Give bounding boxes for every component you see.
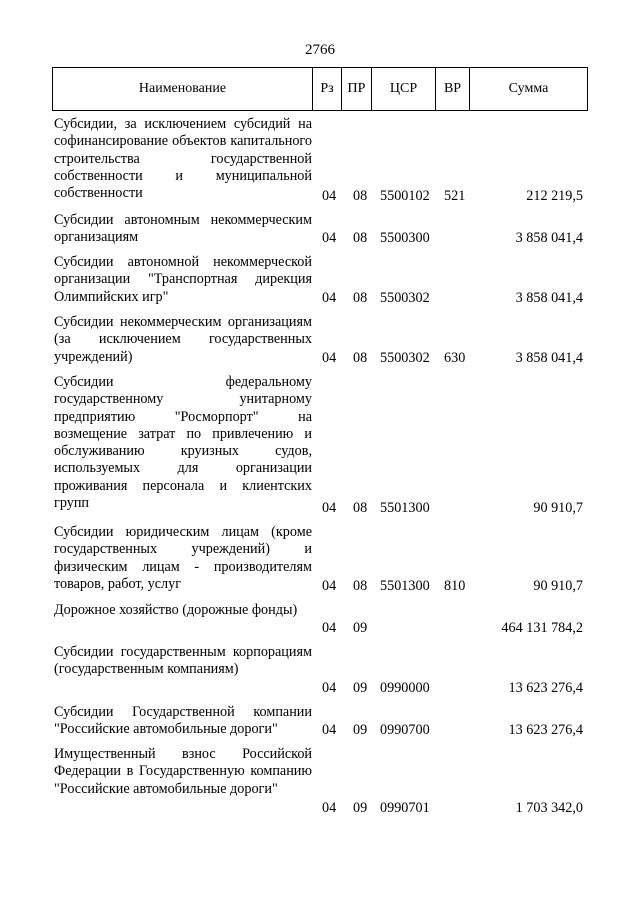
row-name: Субсидии автономной некоммерческой организации "Транспортная дирекция Олимпийских игр" [54,254,312,305]
row-name: Дорожное хозяйство (дорожные фонды) [54,602,298,618]
table-row [52,644,587,697]
row-pr: 09 [353,721,368,738]
row-name: Субсидии юридическим лицам (кроме государственных учреждений) и физическим лицам - производителям товаров, работ, услуг [54,524,312,592]
table-row [52,374,587,517]
row-rz: 04 [322,349,337,366]
row-sum: 212 219,5 [526,187,583,204]
row-vr: 810 [444,577,466,594]
row-csr: 0990000 [380,679,430,696]
row-sum: 3 858 041,4 [515,289,583,306]
row-csr: 5500302 [380,349,430,366]
page-number: 2766 [305,42,335,58]
header-sum: Сумма [470,68,588,111]
row-pr: 08 [353,289,368,306]
row-rz: 04 [322,619,337,636]
row-pr: 08 [353,349,368,366]
row-csr: 5500102 [380,187,430,204]
row-sum: 13 623 276,4 [508,721,583,738]
row-name: Субсидии федеральному государственному унитарному предприятию "Росморпорт" на возмещение затрат по привлечению и обслуживанию круизных судов, используемых для организации проживания персонала и клиентских групп [54,374,312,512]
row-sum: 13 623 276,4 [508,679,583,696]
row-rz: 04 [322,799,337,816]
row-sum: 90 910,7 [533,577,583,594]
table-row [52,746,587,817]
table-row [52,254,587,307]
row-csr: 0990700 [380,721,430,738]
table-row [52,212,587,247]
header-pr: ПР [342,68,372,111]
row-sum: 1 703 342,0 [515,799,583,816]
table-row [52,602,587,637]
table-row [52,704,587,739]
row-rz: 04 [322,721,337,738]
row-sum: 3 858 041,4 [515,349,583,366]
row-rz: 04 [322,577,337,594]
table-row [52,524,587,595]
header-name: Наименование [53,68,313,111]
row-pr: 08 [353,229,368,246]
header-vr: ВР [436,68,470,111]
row-vr: 521 [444,187,466,204]
row-name: Субсидии государственным корпорациям (государственным компаниям) [54,644,312,678]
row-rz: 04 [322,187,337,204]
row-name: Субсидии автономным некоммерческим организациям [54,212,312,246]
row-name: Субсидии, за исключением субсидий на софинансирование объектов капитального строительства государственной собственности и муниципальной собственности [54,116,312,202]
row-rz: 04 [322,679,337,696]
row-pr: 09 [353,799,368,816]
header-rz: Рз [313,68,342,111]
table-row [52,314,587,367]
row-pr: 08 [353,187,368,204]
row-rz: 04 [322,289,337,306]
row-csr: 5501300 [380,577,430,594]
row-pr: 08 [353,499,368,516]
row-pr: 09 [353,679,368,696]
row-csr: 5501300 [380,499,430,516]
row-vr: 630 [444,349,466,366]
row-sum: 3 858 041,4 [515,229,583,246]
row-sum: 90 910,7 [533,499,583,516]
row-name: Имущественный взнос Российской Федерации в Государственную компанию "Российские автомобильные дороги" [54,746,312,797]
table-row [52,116,587,205]
table-header [52,67,588,111]
row-pr: 08 [353,577,368,594]
header-csr: ЦСР [372,68,436,111]
row-csr: 5500300 [380,229,430,246]
row-name: Субсидии Государственной компании "Российские автомобильные дороги" [54,704,312,738]
row-pr: 09 [353,619,368,636]
row-csr: 5500302 [380,289,430,306]
row-sum: 464 131 784,2 [501,619,583,636]
row-rz: 04 [322,229,337,246]
row-csr: 0990701 [380,799,430,816]
row-rz: 04 [322,499,337,516]
row-name: Субсидии некоммерческим организациям (за исключением государственных учреждений) [54,314,312,365]
